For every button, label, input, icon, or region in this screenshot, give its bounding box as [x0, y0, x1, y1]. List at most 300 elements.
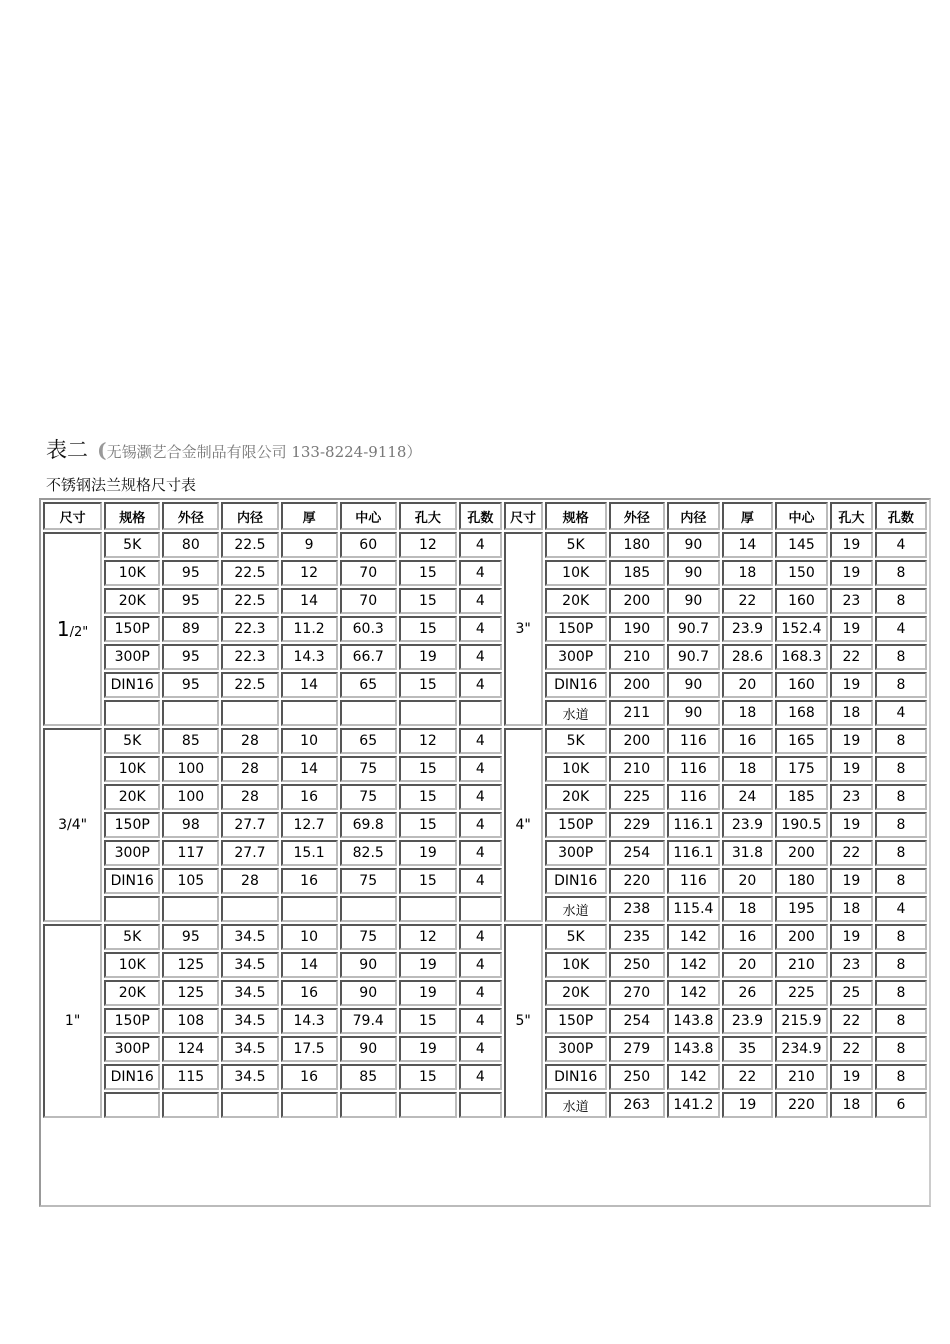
- table-cell: 90.7: [667, 644, 720, 670]
- table-cell: 8: [875, 840, 927, 866]
- table-cell: 211: [609, 700, 665, 726]
- column-header: 中心: [340, 502, 397, 530]
- table-cell: DIN16: [104, 672, 160, 698]
- table-cell: [281, 700, 338, 726]
- table-cell: 90: [667, 560, 720, 586]
- table-cell: 142: [667, 924, 720, 950]
- table-cell: 34.5: [221, 1064, 278, 1090]
- table-cell: 90: [667, 588, 720, 614]
- table-cell: 31.8: [722, 840, 773, 866]
- table-cell: 254: [609, 1008, 665, 1034]
- table-cell: 4: [875, 532, 927, 558]
- table-cell: 95: [162, 560, 219, 586]
- table-cell: 300P: [104, 840, 160, 866]
- table-cell: 4: [459, 756, 502, 782]
- table-cell: 141.2: [667, 1092, 720, 1118]
- table-cell: 116: [667, 784, 720, 810]
- table-cell: 水道: [545, 896, 607, 922]
- table-cell: 12: [399, 728, 457, 754]
- table-cell: 225: [775, 980, 828, 1006]
- table-cell: 22.5: [221, 560, 278, 586]
- table-cell: 23: [830, 784, 873, 810]
- table-cell: 215.9: [775, 1008, 828, 1034]
- table-cell: 5K: [104, 532, 160, 558]
- table-cell: 150P: [545, 812, 607, 838]
- table-cell: 18: [722, 560, 773, 586]
- table-cell: 235: [609, 924, 665, 950]
- table-cell: 14: [281, 672, 338, 698]
- table-cell: 100: [162, 784, 219, 810]
- table-cell: 95: [162, 924, 219, 950]
- table-cell: 8: [875, 812, 927, 838]
- table-cell: 98: [162, 812, 219, 838]
- title-main: 表二: [46, 438, 88, 462]
- table-cell: 28: [221, 756, 278, 782]
- table-cell: 263: [609, 1092, 665, 1118]
- table-cell: [221, 896, 278, 922]
- size-fraction: /2": [69, 625, 89, 640]
- table-cell: 116: [667, 868, 720, 894]
- table-cell: 300P: [104, 1036, 160, 1062]
- table-cell: 85: [162, 728, 219, 754]
- table-cell: 8: [875, 728, 927, 754]
- table-cell: [104, 1092, 160, 1118]
- table-cell: 300P: [545, 644, 607, 670]
- table-cell: 4: [459, 728, 502, 754]
- table-cell: [340, 896, 397, 922]
- column-header: 外径: [609, 502, 665, 530]
- title-close-paren: ）: [406, 443, 422, 461]
- table-cell: 238: [609, 896, 665, 922]
- table-cell: 8: [875, 644, 927, 670]
- table-cell: [221, 1092, 278, 1118]
- table-cell: 22: [830, 644, 873, 670]
- table-cell: 14: [281, 952, 338, 978]
- table-cell: 8: [875, 560, 927, 586]
- table-cell: 22.3: [221, 616, 278, 642]
- table-cell: [399, 700, 457, 726]
- table-cell: 150P: [545, 1008, 607, 1034]
- table-cell: 26: [722, 980, 773, 1006]
- table-cell: [281, 1092, 338, 1118]
- table-cell: 4: [459, 812, 502, 838]
- table-cell: 19: [399, 952, 457, 978]
- table-cell: DIN16: [104, 1064, 160, 1090]
- table-cell: 145: [775, 532, 828, 558]
- table-cell: 24: [722, 784, 773, 810]
- table-cell: 8: [875, 1036, 927, 1062]
- table-cell: 175: [775, 756, 828, 782]
- table-cell: 14.3: [281, 644, 338, 670]
- table-cell: 16: [281, 980, 338, 1006]
- table-cell: 水道: [545, 1092, 607, 1118]
- table-cell: 15: [399, 560, 457, 586]
- table-cell: 300P: [104, 644, 160, 670]
- table-cell: 5K: [545, 924, 607, 950]
- table-cell: 19: [830, 560, 873, 586]
- table-cell: 4: [459, 1008, 502, 1034]
- table-cell: 220: [609, 868, 665, 894]
- table-cell: 150P: [104, 1008, 160, 1034]
- table-cell: 15: [399, 588, 457, 614]
- table-cell: 254: [609, 840, 665, 866]
- table-cell: 200: [775, 924, 828, 950]
- table-cell: 19: [399, 644, 457, 670]
- table-cell: 15: [399, 1064, 457, 1090]
- table-cell: DIN16: [545, 868, 607, 894]
- table-cell: 5K: [545, 728, 607, 754]
- table-cell: 19: [830, 756, 873, 782]
- table-row: [43, 1036, 927, 1062]
- table-cell: 250: [609, 1064, 665, 1090]
- table-cell: 18: [722, 700, 773, 726]
- table-cell: 95: [162, 672, 219, 698]
- column-header: 厚: [722, 502, 773, 530]
- table-cell: 15: [399, 756, 457, 782]
- column-header: 规格: [104, 502, 160, 530]
- table-cell: 6: [875, 1092, 927, 1118]
- table-cell: 22: [830, 1036, 873, 1062]
- table-cell: [399, 1092, 457, 1118]
- table-cell: 20K: [545, 980, 607, 1006]
- table-cell: 12: [281, 560, 338, 586]
- table-cell: [459, 896, 502, 922]
- table-cell: 60: [340, 532, 397, 558]
- flange-spec-table-frame: [39, 498, 931, 1207]
- table-cell: 10K: [545, 952, 607, 978]
- column-header: 规格: [545, 502, 607, 530]
- table-cell: 8: [875, 952, 927, 978]
- title-open-paren: (: [97, 438, 107, 462]
- table-cell: 25: [830, 980, 873, 1006]
- table-cell: 20K: [104, 784, 160, 810]
- table-row: [43, 868, 927, 894]
- table-cell: 142: [667, 980, 720, 1006]
- table-cell: 279: [609, 1036, 665, 1062]
- table-cell: 116.1: [667, 812, 720, 838]
- table-cell: [399, 896, 457, 922]
- size-cell: 5": [504, 924, 543, 1118]
- table-cell: 190: [609, 616, 665, 642]
- table-row: [43, 1008, 927, 1034]
- table-cell: [340, 700, 397, 726]
- table-cell: 4: [459, 672, 502, 698]
- table-cell: 8: [875, 924, 927, 950]
- table-cell: 70: [340, 588, 397, 614]
- table-row: [43, 756, 927, 782]
- column-header: 孔数: [459, 502, 502, 530]
- table-cell: 4: [459, 840, 502, 866]
- table-cell: [221, 700, 278, 726]
- table-cell: [459, 1092, 502, 1118]
- table-cell: 82.5: [340, 840, 397, 866]
- table-cell: 116.1: [667, 840, 720, 866]
- table-cell: 16: [281, 1064, 338, 1090]
- table-cell: 70: [340, 560, 397, 586]
- table-cell: 15: [399, 672, 457, 698]
- table-cell: 210: [609, 644, 665, 670]
- table-cell: 115: [162, 1064, 219, 1090]
- table-cell: 水道: [545, 700, 607, 726]
- table-cell: 18: [830, 1092, 873, 1118]
- table-cell: 15: [399, 868, 457, 894]
- table-cell: 225: [609, 784, 665, 810]
- table-cell: 10K: [545, 560, 607, 586]
- table-cell: 116: [667, 756, 720, 782]
- table-cell: 185: [775, 784, 828, 810]
- table-cell: 124: [162, 1036, 219, 1062]
- table-cell: 90: [667, 672, 720, 698]
- table-cell: 85: [340, 1064, 397, 1090]
- table-cell: 10: [281, 924, 338, 950]
- table-cell: 4: [875, 896, 927, 922]
- table-cell: 65: [340, 728, 397, 754]
- table-cell: 23.9: [722, 1008, 773, 1034]
- table-cell: 210: [775, 1064, 828, 1090]
- size-cell: [43, 532, 102, 726]
- table-cell: [162, 1092, 219, 1118]
- table-row: [43, 700, 927, 726]
- table-cell: 75: [340, 784, 397, 810]
- table-cell: [281, 896, 338, 922]
- table-cell: 20K: [545, 588, 607, 614]
- table-cell: 19: [830, 868, 873, 894]
- table-row: [43, 980, 927, 1006]
- table-cell: 27.7: [221, 812, 278, 838]
- table-row: [43, 728, 927, 754]
- table-cell: 23.9: [722, 812, 773, 838]
- table-cell: 8: [875, 1008, 927, 1034]
- table-cell: 142: [667, 952, 720, 978]
- table-cell: 79.4: [340, 1008, 397, 1034]
- table-cell: [340, 1092, 397, 1118]
- table-cell: 69.8: [340, 812, 397, 838]
- table-cell: 22.3: [221, 644, 278, 670]
- table-cell: 220: [775, 1092, 828, 1118]
- table-cell: 4: [875, 616, 927, 642]
- title-company: [97, 438, 422, 462]
- table-cell: [162, 896, 219, 922]
- table-cell: 200: [775, 840, 828, 866]
- table-cell: 200: [609, 728, 665, 754]
- table-cell: 89: [162, 616, 219, 642]
- table-cell: 22: [830, 840, 873, 866]
- table-cell: 4: [459, 532, 502, 558]
- table-cell: 143.8: [667, 1008, 720, 1034]
- table-cell: 90: [340, 1036, 397, 1062]
- flange-spec-table: [41, 500, 929, 1120]
- table-row: [43, 812, 927, 838]
- table-cell: 117: [162, 840, 219, 866]
- table-cell: 22.5: [221, 588, 278, 614]
- table-cell: 22: [830, 1008, 873, 1034]
- table-cell: 142: [667, 1064, 720, 1090]
- table-cell: 200: [609, 672, 665, 698]
- table-cell: 4: [459, 1064, 502, 1090]
- table-cell: 4: [459, 588, 502, 614]
- table-cell: 10: [281, 728, 338, 754]
- table-cell: 168: [775, 700, 828, 726]
- table-cell: [104, 700, 160, 726]
- table-cell: 18: [722, 756, 773, 782]
- table-cell: 22: [722, 1064, 773, 1090]
- table-cell: 28: [221, 868, 278, 894]
- column-header: 孔数: [875, 502, 927, 530]
- table-cell: 10K: [104, 952, 160, 978]
- table-cell: 34.5: [221, 980, 278, 1006]
- size-cell: 4": [504, 728, 543, 922]
- table-cell: 15: [399, 616, 457, 642]
- size-cell: 3/4": [43, 728, 102, 922]
- table-row: [43, 588, 927, 614]
- column-header: 孔大: [399, 502, 457, 530]
- table-cell: 19: [830, 616, 873, 642]
- table-cell: 210: [609, 756, 665, 782]
- table-cell: 4: [459, 952, 502, 978]
- table-cell: 300P: [545, 840, 607, 866]
- table-row: [43, 840, 927, 866]
- table-cell: 19: [830, 1064, 873, 1090]
- table-cell: 160: [775, 672, 828, 698]
- column-header: 中心: [775, 502, 828, 530]
- table-cell: 4: [459, 1036, 502, 1062]
- table-cell: 14: [281, 588, 338, 614]
- table-cell: 150: [775, 560, 828, 586]
- table-cell: 20: [722, 868, 773, 894]
- table-cell: 190.5: [775, 812, 828, 838]
- table-cell: 4: [459, 868, 502, 894]
- table-cell: 10K: [104, 560, 160, 586]
- table-cell: 4: [875, 700, 927, 726]
- table-cell: 35: [722, 1036, 773, 1062]
- table-cell: 100: [162, 756, 219, 782]
- table-cell: 20: [722, 952, 773, 978]
- table-cell: 4: [459, 560, 502, 586]
- table-cell: 16: [281, 784, 338, 810]
- table-cell: 28: [221, 784, 278, 810]
- table-cell: 200: [609, 588, 665, 614]
- size-number: 1: [56, 617, 70, 641]
- table-cell: 22.5: [221, 672, 278, 698]
- table-cell: [459, 700, 502, 726]
- table-cell: 8: [875, 784, 927, 810]
- column-header: 内径: [221, 502, 278, 530]
- table-cell: 18: [830, 896, 873, 922]
- table-cell: 16: [722, 924, 773, 950]
- table-row: [43, 644, 927, 670]
- table-cell: 18: [830, 700, 873, 726]
- table-row: [43, 896, 927, 922]
- table-cell: 150P: [545, 616, 607, 642]
- table-cell: 210: [775, 952, 828, 978]
- table-cell: 8: [875, 672, 927, 698]
- table-cell: 23: [830, 588, 873, 614]
- table-cell: 9: [281, 532, 338, 558]
- table-cell: 75: [340, 924, 397, 950]
- table-cell: 75: [340, 756, 397, 782]
- table-cell: 195: [775, 896, 828, 922]
- column-header: 厚: [281, 502, 338, 530]
- table-cell: 12: [399, 532, 457, 558]
- table-cell: 34.5: [221, 952, 278, 978]
- table-cell: 90: [340, 952, 397, 978]
- table-cell: 115.4: [667, 896, 720, 922]
- table-cell: 19: [830, 672, 873, 698]
- table-cell: 60.3: [340, 616, 397, 642]
- table-cell: 5K: [545, 532, 607, 558]
- table-cell: 19: [830, 924, 873, 950]
- table-cell: 4: [459, 784, 502, 810]
- table-cell: 160: [775, 588, 828, 614]
- table-cell: 4: [459, 980, 502, 1006]
- table-cell: 8: [875, 756, 927, 782]
- table-cell: 34.5: [221, 1008, 278, 1034]
- table-cell: 234.9: [775, 1036, 828, 1062]
- column-header: 尺寸: [504, 502, 543, 530]
- table-cell: 150P: [104, 616, 160, 642]
- table-cell: 12.7: [281, 812, 338, 838]
- table-cell: 20K: [545, 784, 607, 810]
- table-cell: 22: [722, 588, 773, 614]
- size-cell: 1": [43, 924, 102, 1118]
- table-cell: 66.7: [340, 644, 397, 670]
- table-cell: DIN16: [545, 672, 607, 698]
- table-cell: 8: [875, 1064, 927, 1090]
- table-cell: 14: [722, 532, 773, 558]
- table-row: [43, 672, 927, 698]
- document-title: [46, 434, 421, 464]
- table-cell: 4: [459, 644, 502, 670]
- table-cell: 23: [830, 952, 873, 978]
- table-cell: 19: [830, 812, 873, 838]
- table-cell: 11.2: [281, 616, 338, 642]
- table-cell: 20K: [104, 980, 160, 1006]
- table-cell: [162, 700, 219, 726]
- table-cell: 22.5: [221, 532, 278, 558]
- table-cell: 12: [399, 924, 457, 950]
- table-cell: 95: [162, 644, 219, 670]
- table-cell: 75: [340, 868, 397, 894]
- table-cell: 95: [162, 588, 219, 614]
- table-cell: 125: [162, 980, 219, 1006]
- table-cell: 4: [459, 924, 502, 950]
- table-cell: 10K: [104, 756, 160, 782]
- table-cell: 20: [722, 672, 773, 698]
- table-cell: 28: [221, 728, 278, 754]
- table-cell: [104, 896, 160, 922]
- column-header: 尺寸: [43, 502, 102, 530]
- table-cell: 16: [722, 728, 773, 754]
- table-cell: 34.5: [221, 1036, 278, 1062]
- table-cell: 108: [162, 1008, 219, 1034]
- table-cell: 8: [875, 588, 927, 614]
- table-cell: 34.5: [221, 924, 278, 950]
- table-cell: 15: [399, 1008, 457, 1034]
- table-cell: 20K: [104, 588, 160, 614]
- table-cell: 19: [399, 980, 457, 1006]
- table-cell: 300P: [545, 1036, 607, 1062]
- table-row: [43, 532, 927, 558]
- table-cell: 250: [609, 952, 665, 978]
- table-cell: 90.7: [667, 616, 720, 642]
- table-cell: 8: [875, 868, 927, 894]
- table-cell: 15: [399, 812, 457, 838]
- table-cell: 270: [609, 980, 665, 1006]
- column-header: 外径: [162, 502, 219, 530]
- title-company-text: 无锡灏艺合金制品有限公司 133-8224-9118: [106, 443, 407, 461]
- table-cell: 165: [775, 728, 828, 754]
- table-cell: 116: [667, 728, 720, 754]
